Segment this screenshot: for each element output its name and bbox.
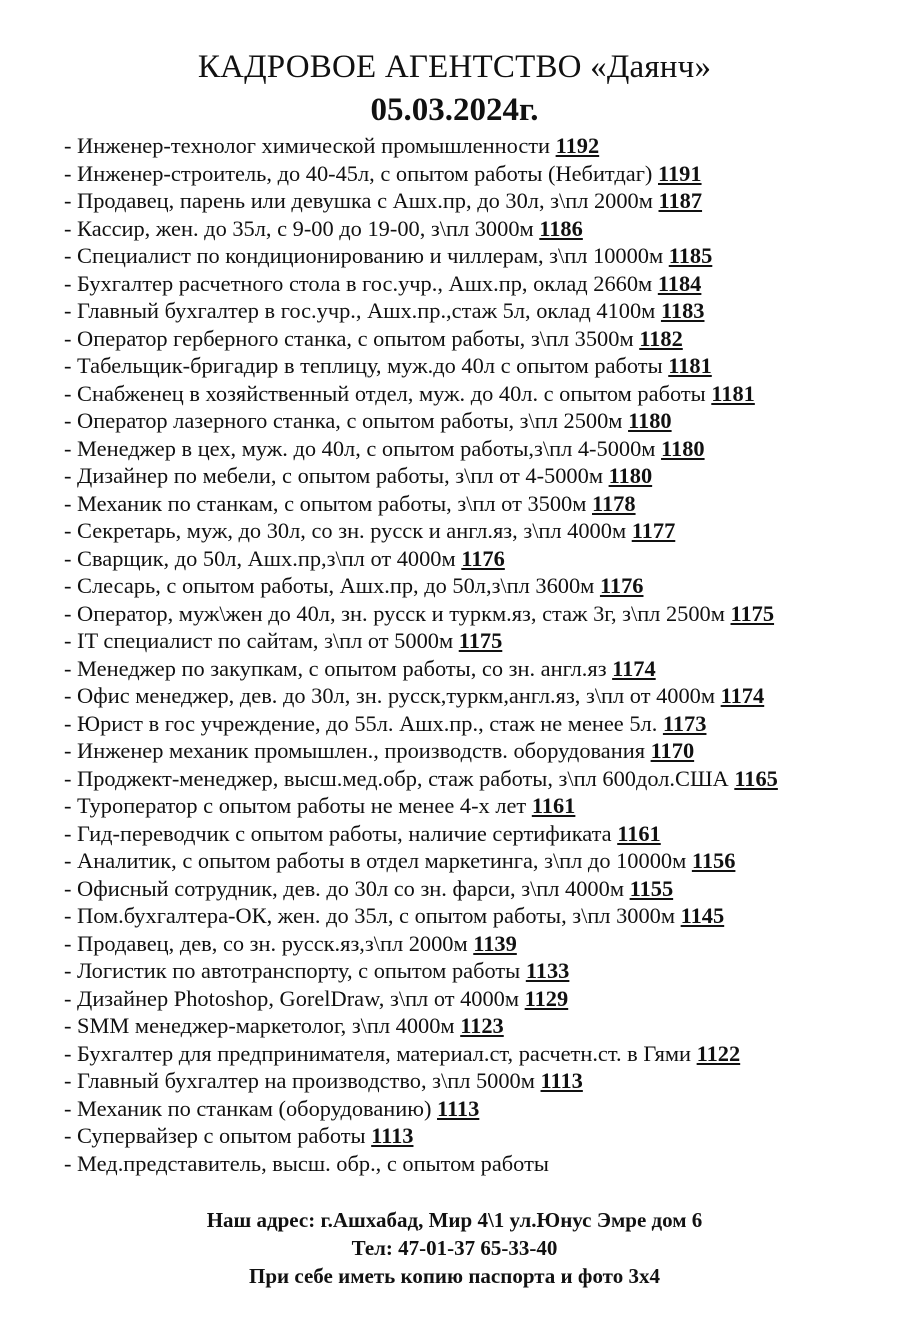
vacancy-code: 1185 bbox=[668, 243, 713, 268]
vacancy-code: 1182 bbox=[639, 325, 683, 351]
vacancy-text: - Туроператор с опытом работы не менее 4-х лет bbox=[64, 793, 532, 818]
vacancy-text: - Дизайнер Photoshop, GorelDraw, з\пл от 4000м bbox=[64, 985, 525, 1011]
vacancy-code: 1184 bbox=[657, 270, 702, 296]
vacancy-text: - Продавец, дев, со зн. русск.яз,з\пл 2000м bbox=[64, 930, 474, 956]
vacancy-item bbox=[64, 1122, 904, 1150]
vacancy-code: 1186 bbox=[539, 215, 583, 241]
vacancy-item bbox=[64, 902, 904, 930]
vacancy-text: - Оператор, муж\жен до 40л, зн. русск и туркм.яз, стаж 3г, з\пл 2500м bbox=[64, 600, 731, 626]
vacancy-code: 1181 bbox=[711, 380, 755, 406]
vacancy-item bbox=[64, 627, 904, 655]
vacancy-code: 1113 bbox=[540, 1068, 583, 1093]
vacancy-item bbox=[64, 737, 904, 765]
vacancy-code: 1139 bbox=[473, 930, 517, 956]
vacancy-item bbox=[64, 435, 904, 463]
vacancy-text: - Главный бухгалтер на производство, з\пл 5000м bbox=[64, 1068, 541, 1093]
vacancy-item bbox=[64, 765, 904, 793]
vacancy-item bbox=[64, 187, 904, 215]
vacancy-code: 1122 bbox=[696, 1040, 741, 1066]
vacancy-text: - IT специалист по сайтам, з\пл от 5000м bbox=[64, 628, 459, 653]
vacancy-text: - Слесарь, с опытом работы, Ашх.пр, до 50л,з\пл 3600м bbox=[64, 573, 600, 598]
vacancy-code: 1173 bbox=[662, 710, 707, 736]
vacancy-text: - Менеджер в цех, муж. до 40л, с опытом работы,з\пл 4-5000м bbox=[64, 435, 662, 461]
agency-title: КАДРОВОЕ АГЕНТСТВО «Даянч» bbox=[197, 49, 712, 85]
vacancy-code: 1183 bbox=[660, 298, 705, 323]
vacancy-text: - Офисный сотрудник, дев. до 30л со зн. фарси, з\пл 4000м bbox=[64, 875, 630, 901]
vacancy-list bbox=[64, 132, 904, 1177]
vacancy-code: 1174 bbox=[720, 683, 765, 708]
vacancy-text: - Механик по станкам, с опытом работы, з\пл от 3500м bbox=[64, 490, 593, 516]
vacancy-code: 1180 bbox=[628, 408, 672, 433]
vacancy-code: 1113 bbox=[371, 1123, 414, 1148]
vacancy-text: - Логистик по автотранспорту, с опытом работы bbox=[64, 958, 526, 983]
vacancy-code: 1191 bbox=[658, 160, 702, 186]
vacancy-text: - Секретарь, муж, до 30л, со зн. русск и англ.яз, з\пл 4000м bbox=[64, 518, 632, 543]
vacancy-code: 1176 bbox=[461, 545, 505, 571]
vacancy-text: - Инженер-технолог химической промышленности bbox=[64, 133, 556, 158]
vacancy-text: - Супервайзер с опытом работы bbox=[64, 1123, 372, 1148]
vacancy-item bbox=[64, 407, 904, 435]
vacancy-item bbox=[64, 1012, 904, 1040]
vacancy-text: - Табельщик-бригадир в теплицу, муж.до 40л с опытом работы bbox=[64, 353, 669, 378]
vacancy-item bbox=[64, 985, 904, 1013]
vacancy-code: 1180 bbox=[608, 463, 653, 488]
vacancy-item bbox=[64, 572, 904, 600]
vacancy-code: 1145 bbox=[680, 903, 725, 928]
vacancy-code: 1156 bbox=[691, 848, 736, 873]
vacancy-item bbox=[64, 517, 904, 545]
vacancy-text: - Дизайнер по мебели, с опытом работы, з\пл от 4-5000м bbox=[64, 463, 609, 488]
vacancy-code: 1165 bbox=[734, 765, 778, 791]
vacancy-text: - Пом.бухгалтера-ОК, жен. до 35л, с опытом работы, з\пл 3000м bbox=[64, 903, 681, 928]
vacancy-item bbox=[64, 215, 904, 243]
vacancy-code: 1192 bbox=[555, 133, 600, 158]
vacancy-text: - Менеджер по закупкам, с опытом работы, со зн. англ.яз bbox=[64, 655, 613, 681]
vacancy-text: - Инженер-строитель, до 40-45л, с опытом работы (Небитдаг) bbox=[64, 160, 658, 186]
vacancy-code: 1174 bbox=[612, 655, 656, 681]
vacancy-text: - Проджект-менеджер, высш.мед.обр, стаж работы, з\пл 600дол.США bbox=[64, 765, 735, 791]
vacancy-item bbox=[64, 792, 904, 820]
vacancy-item bbox=[64, 1067, 904, 1095]
vacancy-text: - Юрист в гос учреждение, до 55л. Ашх.пр., стаж не менее 5л. bbox=[64, 710, 663, 736]
vacancy-item bbox=[64, 1040, 904, 1068]
vacancy-text: - Оператор герберного станка, с опытом работы, з\пл 3500м bbox=[64, 325, 640, 351]
vacancy-code: 1133 bbox=[525, 958, 570, 983]
vacancy-item bbox=[64, 242, 904, 270]
vacancy-item bbox=[64, 132, 904, 160]
vacancy-item bbox=[64, 655, 904, 683]
note-line: При себе иметь копию паспорта и фото 3х4 bbox=[249, 1264, 660, 1288]
vacancy-code: 1113 bbox=[437, 1095, 480, 1121]
vacancy-code: 1187 bbox=[658, 188, 703, 213]
vacancy-item bbox=[64, 957, 904, 985]
vacancy-text: - Снабженец в хозяйственный отдел, муж. до 40л. с опытом работы bbox=[64, 380, 712, 406]
vacancy-code: 1161 bbox=[531, 793, 576, 818]
vacancy-text: - Бухгалтер расчетного стола в гос.учр., Ашх.пр, оклад 2660м bbox=[64, 270, 658, 296]
vacancy-code: 1178 bbox=[592, 490, 636, 516]
vacancy-text: - Продавец, парень или девушка с Ашх.пр, до 30л, з\пл 2000м bbox=[64, 188, 659, 213]
vacancy-item bbox=[64, 682, 904, 710]
vacancy-item bbox=[64, 270, 904, 298]
vacancy-text: - Инженер механик промышлен., производств. оборудования bbox=[64, 738, 651, 763]
vacancy-item bbox=[64, 352, 904, 380]
vacancy-text: - Сварщик, до 50л, Ашх.пр,з\пл от 4000м bbox=[64, 545, 462, 571]
vacancy-item bbox=[64, 820, 904, 848]
vacancy-code: 1123 bbox=[460, 1013, 504, 1038]
vacancy-text: - Специалист по кондиционированию и чиллерам, з\пл 10000м bbox=[64, 243, 669, 268]
vacancy-text: - Офис менеджер, дев. до 30л, зн. русск,туркм,англ.яз, з\пл от 4000м bbox=[64, 683, 721, 708]
phone-line: Тел: 47-01-37 65-33-40 bbox=[351, 1236, 558, 1260]
vacancy-code: 1177 bbox=[631, 518, 676, 543]
vacancy-text: - SMM менеджер-маркетолог, з\пл 4000м bbox=[64, 1013, 461, 1038]
vacancy-text: - Мед.представитель, высш. обр., с опытом работы bbox=[64, 1150, 549, 1176]
vacancy-item bbox=[64, 930, 904, 958]
vacancy-text: - Механик по станкам (оборудованию) bbox=[64, 1095, 437, 1121]
contact-footer bbox=[0, 1206, 909, 1290]
address-line: Наш адрес: г.Ашхабад, Мир 4\1 ул.Юнус Эмре дом 6 bbox=[206, 1208, 703, 1232]
vacancy-text: - Аналитик, с опытом работы в отдел маркетинга, з\пл до 10000м bbox=[64, 848, 692, 873]
vacancy-item bbox=[64, 462, 904, 490]
vacancy-code: 1176 bbox=[599, 573, 644, 598]
vacancy-code: 1175 bbox=[730, 600, 775, 626]
vacancy-item bbox=[64, 297, 904, 325]
vacancy-item bbox=[64, 1150, 904, 1178]
vacancy-text: - Гид-переводчик с опытом работы, наличие сертификата bbox=[64, 820, 618, 846]
vacancy-item bbox=[64, 710, 904, 738]
vacancy-code: 1181 bbox=[668, 353, 712, 378]
vacancy-code: 1175 bbox=[458, 628, 503, 653]
vacancy-text: - Главный бухгалтер в гос.учр., Ашх.пр.,стаж 5л, оклад 4100м bbox=[64, 298, 661, 323]
vacancy-text: - Бухгалтер для предпринимателя, материал.ст, расчетн.ст. в Гями bbox=[64, 1040, 697, 1066]
vacancy-code: 1155 bbox=[629, 875, 674, 901]
vacancy-item bbox=[64, 490, 904, 518]
vacancy-item bbox=[64, 325, 904, 353]
vacancy-text: - Кассир, жен. до 35л, с 9-00 до 19-00, з\пл 3000м bbox=[64, 215, 540, 241]
vacancy-item bbox=[64, 160, 904, 188]
vacancy-item bbox=[64, 545, 904, 573]
publication-date: 05.03.2024г. bbox=[370, 92, 539, 128]
vacancy-item bbox=[64, 847, 904, 875]
vacancy-item bbox=[64, 600, 904, 628]
vacancy-text: - Оператор лазерного станка, с опытом работы, з\пл 2500м bbox=[64, 408, 629, 433]
vacancy-code: 1161 bbox=[617, 820, 661, 846]
vacancy-item bbox=[64, 1095, 904, 1123]
vacancy-code: 1129 bbox=[524, 985, 569, 1011]
vacancy-code: 1170 bbox=[650, 738, 695, 763]
vacancy-code: 1180 bbox=[661, 435, 705, 461]
vacancy-item bbox=[64, 875, 904, 903]
vacancy-item bbox=[64, 380, 904, 408]
